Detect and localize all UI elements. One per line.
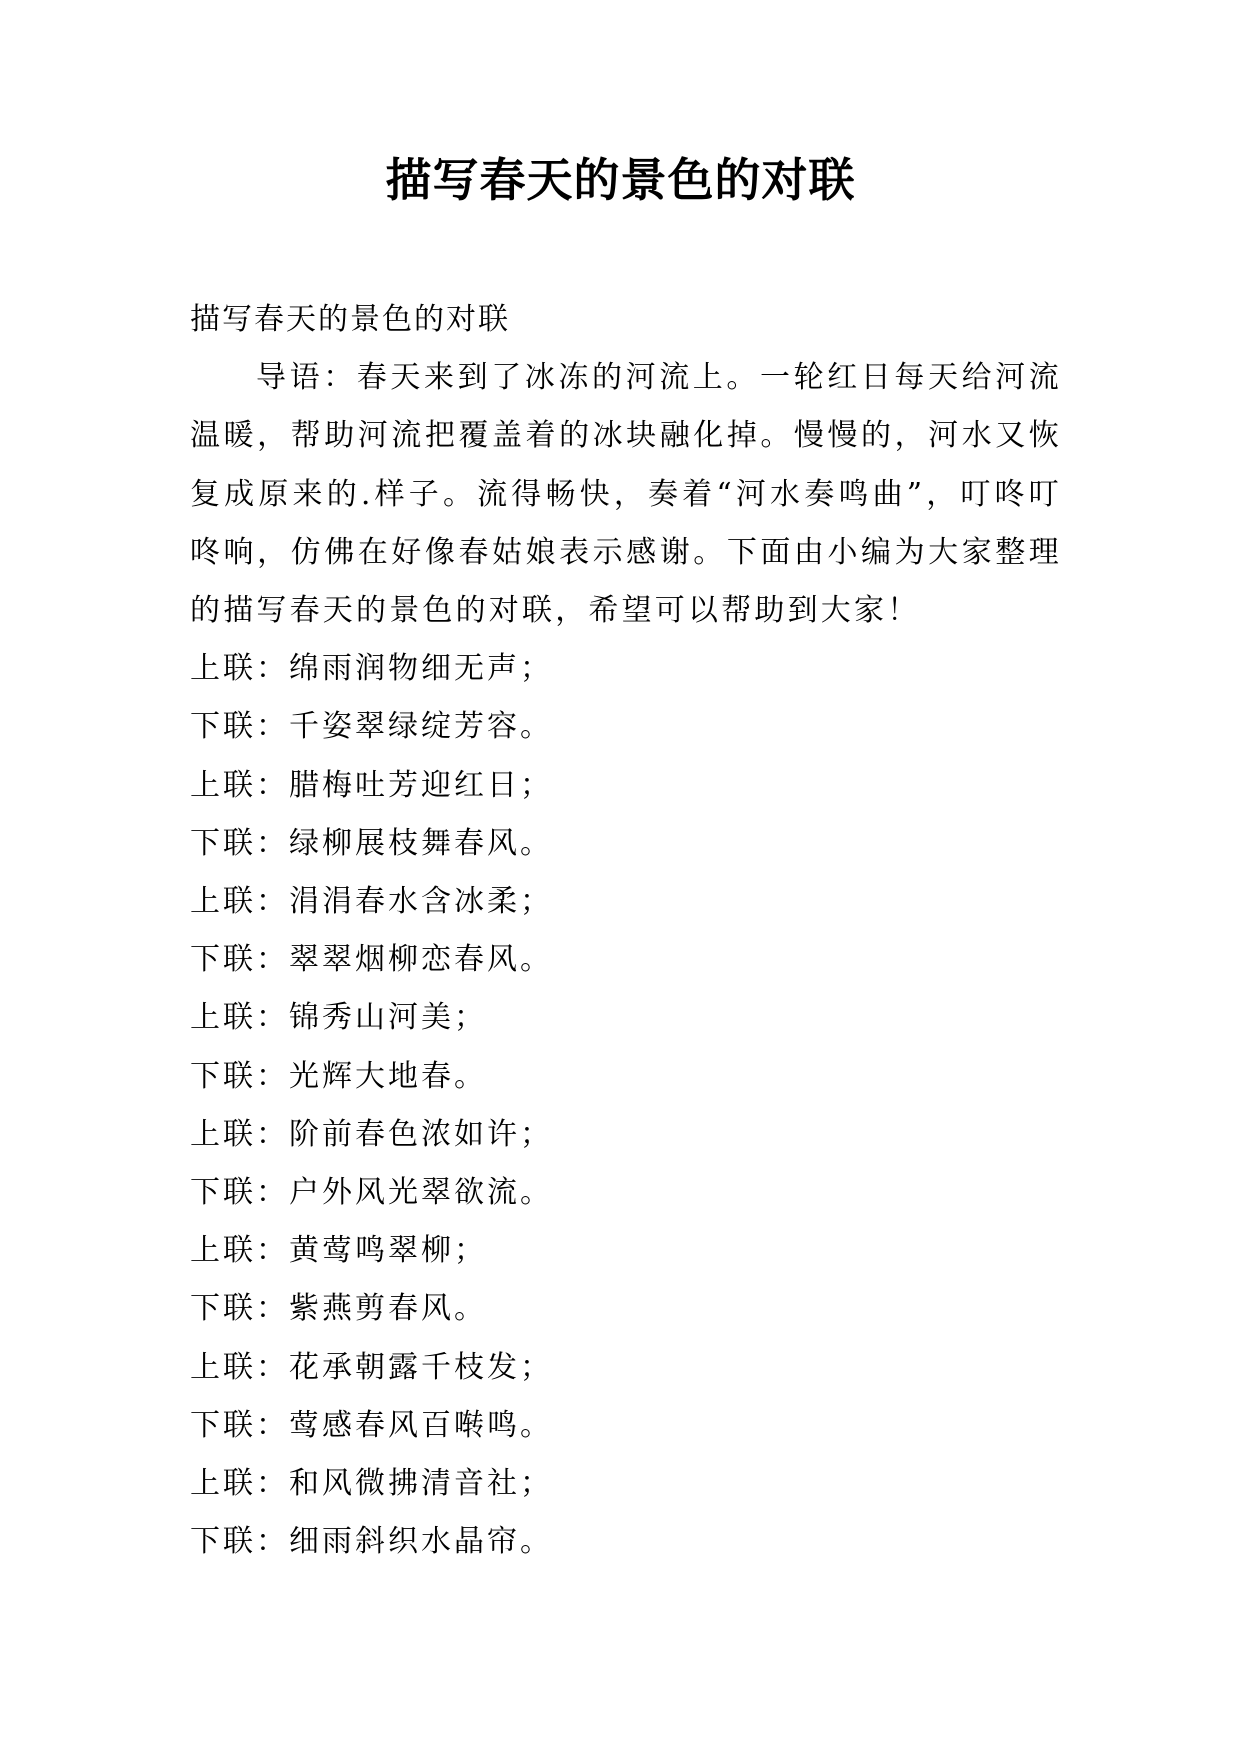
couplet-line: 下联：光辉大地春。 bbox=[190, 1058, 487, 1094]
couplet-line: 上联：花承朝露千枝发； bbox=[190, 1349, 553, 1385]
document-title: 描写春天的景色的对联 bbox=[385, 153, 856, 207]
couplet-line: 下联：千姿翠绿绽芳容。 bbox=[190, 709, 553, 745]
couplet-line: 上联：锦秀山河美； bbox=[190, 1000, 487, 1036]
couplet-line: 下联：绿柳展枝舞春风。 bbox=[190, 825, 553, 861]
intro-paragraph: 导语：春天来到了冰冻的河流上。一轮红日每天给河流温暖，帮助河流把覆盖着的冰块融化掉。慢慢的，河水又恢复成原来的.样子。流得畅快，奏着“河水奏鸣曲”，叮咚叮咚响，仿佛在好像春姑娘表示感谢。下面由小编为大家整理的描写春天的景色的对联，希望可以帮助到大家！ bbox=[190, 360, 1062, 629]
couplet-line: 上联：绵雨润物细无声； bbox=[190, 651, 553, 687]
couplet-line: 上联：腊梅吐芳迎红日； bbox=[190, 767, 553, 803]
couplet-line: 下联：户外风光翠欲流。 bbox=[190, 1175, 553, 1211]
document-body bbox=[190, 291, 1062, 1571]
couplet-line: 下联：紫燕剪春风。 bbox=[190, 1291, 487, 1327]
couplet-line: 上联：涓涓春水含冰柔； bbox=[190, 884, 553, 920]
couplet-line: 上联：阶前春色浓如许； bbox=[190, 1116, 553, 1152]
couplet-line: 下联：莺感春风百啭鸣。 bbox=[190, 1407, 553, 1443]
couplet-line: 下联：细雨斜织水晶帘。 bbox=[190, 1524, 553, 1560]
couplet-line: 上联：和风微拂清音社； bbox=[190, 1466, 553, 1502]
document-subtitle: 描写春天的景色的对联 bbox=[190, 302, 510, 337]
couplet-line: 下联：翠翠烟柳恋春风。 bbox=[190, 942, 553, 978]
couplet-line: 上联：黄莺鸣翠柳； bbox=[190, 1233, 487, 1269]
